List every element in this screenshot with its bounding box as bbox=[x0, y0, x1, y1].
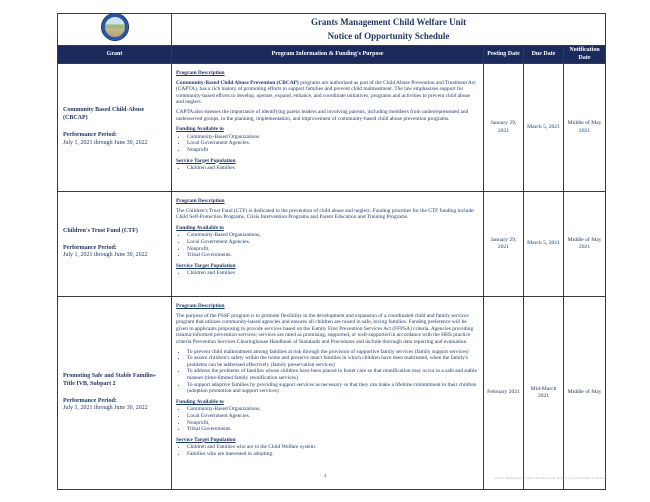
grant-cell bbox=[58, 297, 172, 490]
performance-period-value: July 1, 2021 through June 30, 2022 bbox=[63, 405, 148, 412]
grant-name: Community Based Child-Abuse (CBCAP) bbox=[63, 107, 145, 122]
performance-period-value: July 1, 2021 through June 30, 2022 bbox=[63, 252, 148, 259]
funding-available-heading: Funding Available to bbox=[176, 224, 224, 231]
state-seal-icon bbox=[102, 14, 128, 40]
service-target-list bbox=[178, 270, 479, 277]
table-row-ctf bbox=[58, 192, 606, 297]
service-target-heading: Service Target Population bbox=[176, 157, 236, 164]
program-info-cell bbox=[172, 192, 484, 297]
target-item: • Children and Families who are in the Child Welfare system. bbox=[187, 444, 479, 451]
target-item: • Children and Families bbox=[187, 270, 479, 277]
program-description-heading: Program Description bbox=[176, 303, 225, 309]
notification-date-cell: Middle of May 2021 bbox=[564, 192, 606, 297]
program-info-cell bbox=[172, 64, 484, 192]
column-header-notification-date: Notification Date bbox=[564, 46, 606, 64]
program-info-cell bbox=[172, 297, 484, 490]
performance-period-label: Performance Period: bbox=[63, 132, 117, 138]
program-goals-list bbox=[178, 349, 479, 395]
performance-period-label: Performance Period: bbox=[63, 397, 117, 404]
page-number: 4 bbox=[324, 473, 327, 478]
funding-item: • Nonprofit bbox=[187, 147, 479, 154]
column-header-due-date: Due Date bbox=[524, 46, 564, 64]
program-description-paragraph-2: CAPTA also stresses the importance of identifying parent leaders and involving parents, including members from underrepresented and underserved groups, in the planning, implementation, and improvement of community-based child abuse prevention programs. bbox=[176, 108, 469, 122]
posting-date-cell: January 29, 2021 bbox=[484, 192, 524, 297]
service-target-heading: Service Target Population bbox=[176, 262, 236, 269]
program-description-paragraph: The Children's Trust Fund (CTF) is dedicated to the prevention of child abuse and neglect. Funding priorities for the CTF funding include: Child Self-Protection Programs, Crisis Intervention Programs and Parent Education and Training Programs. bbox=[176, 207, 475, 221]
goal-item: • To support adoptive families by providing support services as necessary so that they can make a lifetime commitment to their children (adoption promotion and support services) bbox=[187, 382, 479, 395]
opportunity-schedule-table bbox=[57, 13, 606, 490]
title-cell bbox=[172, 14, 606, 46]
funding-item: • Tribal Governments. bbox=[187, 252, 479, 259]
program-description-text: programs are authorized as part of the Child Abuse Prevention and Treatment Act (CAPTA), has a rich history of promoting efforts to support families and prevent child maltreatment. The law emphasizes support for community-based efforts to develop, operate, expand, enhance, and coordinate initiatives, programs and activities to prevent child abuse and neglect. bbox=[176, 79, 476, 106]
program-name-lead: Community-Based Child Abuse Prevention (CBCAP) bbox=[176, 79, 299, 86]
column-header-grant: Grant bbox=[58, 46, 172, 64]
due-date-cell: March 5, 2021 bbox=[524, 64, 564, 192]
grant-name: Children's Trust Fund (CTF) bbox=[63, 227, 138, 234]
due-date-cell: Mid-March 2021 bbox=[524, 297, 564, 490]
program-description-paragraph bbox=[176, 80, 479, 106]
grant-cell bbox=[58, 192, 172, 297]
title-row bbox=[58, 14, 606, 46]
target-item: • Children and Families bbox=[187, 165, 479, 172]
funding-available-list bbox=[178, 134, 479, 154]
funding-item: • Community-Based Organizations, bbox=[187, 406, 479, 413]
funding-available-heading: Funding Available to bbox=[176, 398, 224, 405]
program-description-heading: Program Description bbox=[176, 70, 225, 76]
funding-item: • Tribal Governments. bbox=[187, 426, 479, 433]
funding-item: • Local Government Agencies. bbox=[187, 140, 479, 147]
funding-item: • Nonprofit, bbox=[187, 246, 479, 253]
notification-date-cell: Middle of May 2021 bbox=[564, 64, 606, 192]
due-date-cell: March 5, 2021 bbox=[524, 192, 564, 297]
column-header-row bbox=[58, 46, 606, 64]
funding-item: • Nonprofit, bbox=[187, 420, 479, 427]
logo-cell bbox=[58, 14, 172, 46]
column-header-program: Program Information & Funding's Purpose bbox=[172, 46, 484, 64]
notification-date-cell: Middle of May bbox=[564, 297, 606, 490]
performance-period-label: Performance Period: bbox=[63, 244, 117, 251]
goal-item: • To assure children's safety within the home and preserve intact families in which children have been maltreated, when the family's problems can be addressed effectively (family preservation services) bbox=[187, 355, 479, 368]
document-title-line1: Grants Management Child Welfare Unit bbox=[310, 17, 467, 28]
program-description-paragraph: The purpose of the PSSF program is to promote flexibility in the development and expansion of a coordinated child and family services program that utilizes community-based agencies and ensures all children are raised in safe, loving families. Funding preference will be given to applicants proposing to provide services based on the Family First Prevention Services Act (FFPSA) criteria. Agencies providing trauma-informed prevention services; services are rated as promising, supported, or well-supported in accordance with the HHS practice criteria Prevention Services Clearinghouse Handbook of Standards and Procedures and include thorough data reporting and evaluation. bbox=[176, 312, 474, 345]
grant-name: Promoting Safe and Stable Families- Title IVB, Subpart 2 bbox=[63, 372, 157, 387]
posting-date-cell: February 2021 bbox=[484, 297, 524, 490]
program-description-heading: Program Description bbox=[176, 198, 225, 204]
grant-cell bbox=[58, 64, 172, 192]
funding-item: • Local Government Agencies. bbox=[187, 239, 479, 246]
table-row-cbcap bbox=[58, 64, 606, 192]
target-item: • Families who are interested in adopting. bbox=[187, 451, 479, 458]
funding-available-list bbox=[178, 406, 479, 432]
goal-item: • To address the problems of families whose children have been placed in foster care so that reunification may occur in a safe and stable manner (time-limited family reunification services) bbox=[187, 368, 479, 381]
performance-period-value: July 1, 2021 through June 30, 2022 bbox=[63, 139, 148, 146]
service-target-heading: Service Target Population bbox=[176, 436, 236, 443]
table-row-pssf bbox=[58, 297, 606, 490]
footer-note: Grants Management Child Welfare Unit Notice of Opportunity Schedule bbox=[494, 476, 606, 480]
service-target-list bbox=[178, 444, 479, 457]
funding-item: • Local Government Agencies. bbox=[187, 413, 479, 420]
funding-item: • Community-Based Organizations, bbox=[187, 232, 479, 239]
service-target-list bbox=[178, 165, 479, 172]
funding-available-list bbox=[178, 232, 479, 258]
funding-available-heading: Funding Available to bbox=[176, 126, 224, 133]
funding-item: • Community-Based Organizations bbox=[187, 134, 479, 141]
goal-item: • To prevent child maltreatment among families at risk through the provision of supportive family services (family support services) bbox=[187, 349, 479, 356]
posting-date-cell: January 29, 2021 bbox=[484, 64, 524, 192]
document-title-line2: Notice of Opportunity Schedule bbox=[327, 30, 450, 41]
column-header-posting-date: Posting Date bbox=[484, 46, 524, 64]
